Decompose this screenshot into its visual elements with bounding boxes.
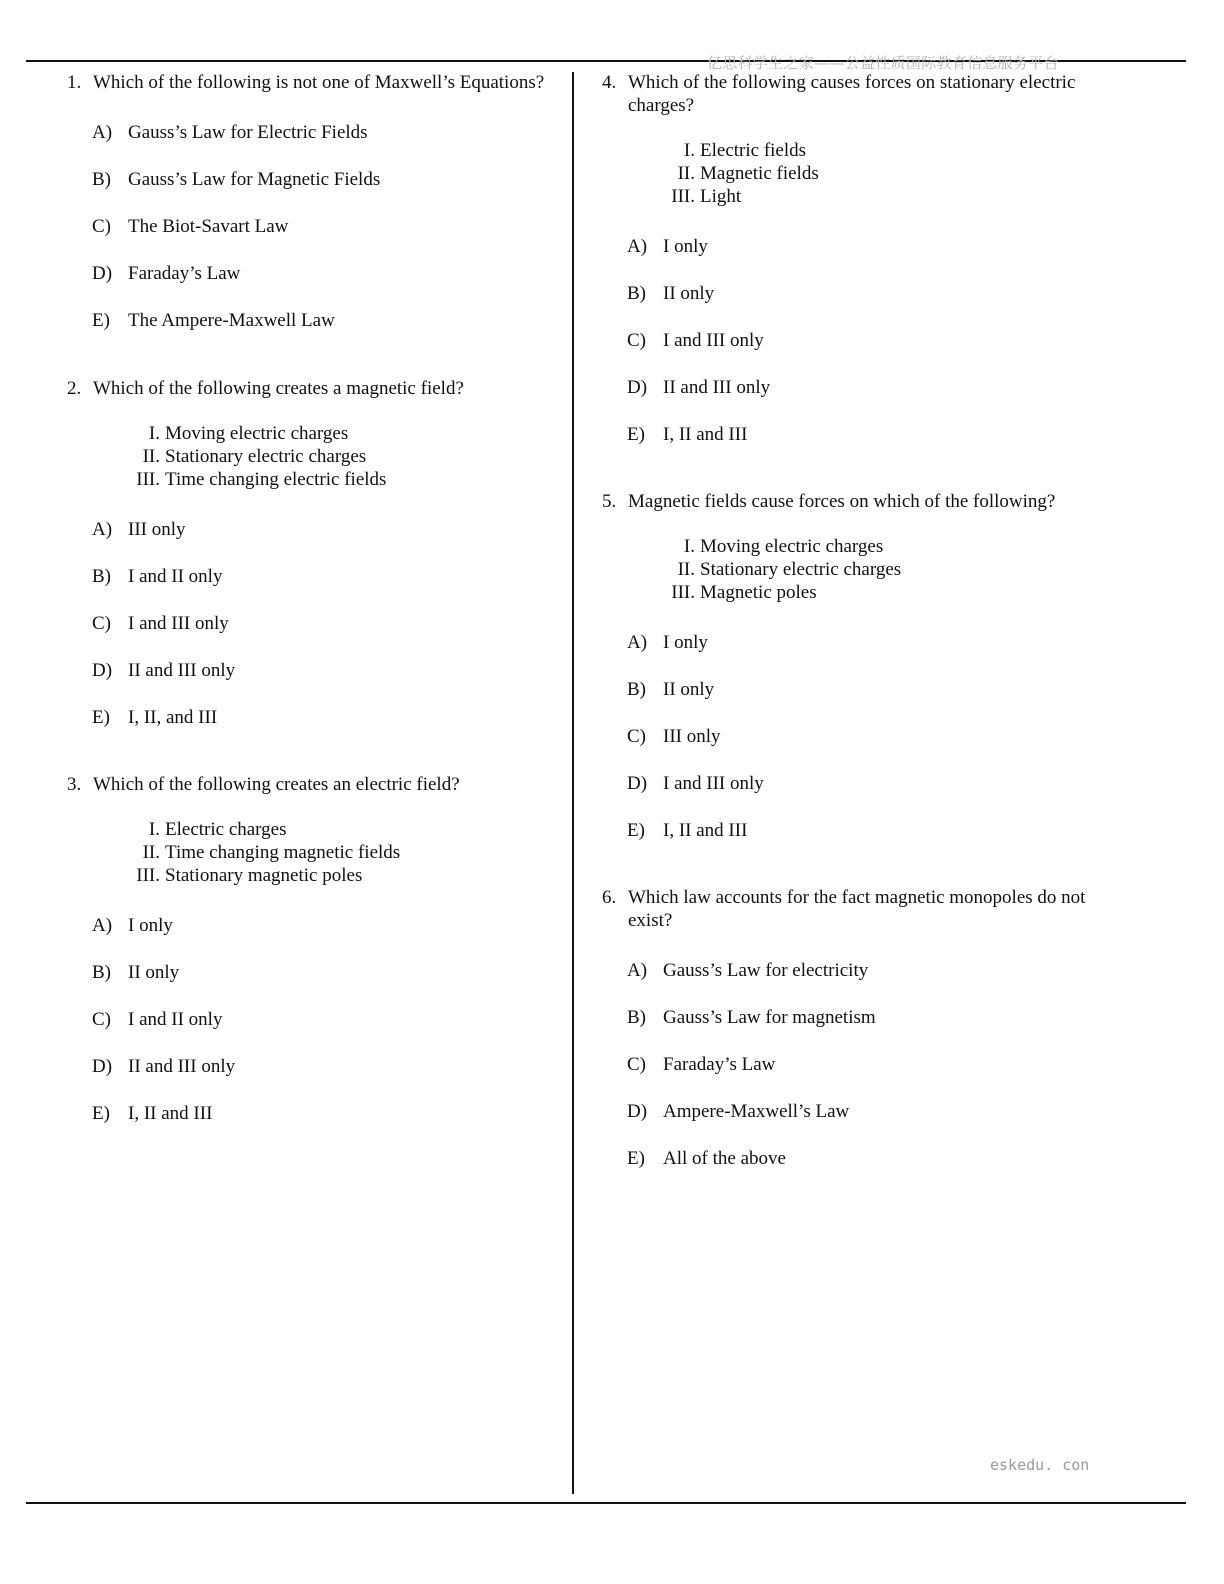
answer-option-a <box>92 914 562 937</box>
option-text: III only <box>128 519 186 540</box>
answer-option-e <box>92 309 562 332</box>
question-number: 1. <box>67 72 82 93</box>
option-text: II only <box>663 283 715 304</box>
statement-text: Moving electric charges <box>165 423 349 444</box>
answer-option-d <box>627 1100 1092 1123</box>
statement-number: III. <box>136 865 160 886</box>
option-text: I only <box>128 915 173 936</box>
answer-option-c <box>627 329 1092 352</box>
answer-options <box>627 235 1092 446</box>
option-text: I only <box>663 236 708 257</box>
answer-option-c <box>92 612 562 635</box>
answer-option-a <box>92 121 562 144</box>
answer-option-b <box>92 565 562 588</box>
answer-options <box>92 518 562 729</box>
option-text: I and III only <box>663 773 764 794</box>
option-letter: E) <box>92 310 110 331</box>
question-number: 2. <box>67 378 82 399</box>
option-letter: E) <box>92 707 110 728</box>
option-text: III only <box>663 726 721 747</box>
question-stem <box>602 886 1092 932</box>
question-6 <box>602 886 1092 1194</box>
question-text: Which of the following creates an electric field? <box>93 774 460 795</box>
answer-option-c <box>627 725 1092 748</box>
statement-item <box>667 535 1092 558</box>
question-number: 3. <box>67 774 82 795</box>
answer-options <box>627 959 1092 1170</box>
option-letter: C) <box>92 1009 111 1030</box>
answer-option-a <box>627 631 1092 654</box>
question-number: 6. <box>602 887 617 908</box>
option-text: Ampere-Maxwell’s Law <box>663 1101 850 1122</box>
statement-number: II. <box>677 559 695 580</box>
option-text: Faraday’s Law <box>128 263 241 284</box>
statement-list <box>667 535 1092 604</box>
option-text: Gauss’s Law for magnetism <box>663 1007 876 1028</box>
answer-option-e <box>92 1102 562 1125</box>
option-text: I, II, and III <box>128 707 218 728</box>
option-text: I and III only <box>663 330 764 351</box>
answer-option-d <box>92 1055 562 1078</box>
statement-number: I. <box>148 423 160 444</box>
option-letter: C) <box>92 216 111 237</box>
statement-item <box>667 185 1092 208</box>
answer-option-b <box>92 961 562 984</box>
statement-item <box>132 445 562 468</box>
option-letter: B) <box>92 566 111 587</box>
statement-list <box>132 818 562 887</box>
option-text: Gauss’s Law for Magnetic Fields <box>128 169 381 190</box>
option-letter: B) <box>92 962 111 983</box>
answer-options <box>92 121 562 332</box>
statement-item <box>667 581 1092 604</box>
answer-option-a <box>627 235 1092 258</box>
statement-text: Light <box>700 186 742 207</box>
option-letter: B) <box>627 1007 646 1028</box>
option-letter: E) <box>627 1148 645 1169</box>
option-text: I, II and III <box>663 424 748 445</box>
statement-item <box>132 468 562 491</box>
option-text: I and III only <box>128 613 229 634</box>
answer-option-c <box>92 1008 562 1031</box>
option-text: Faraday’s Law <box>663 1054 776 1075</box>
option-letter: D) <box>627 377 648 398</box>
option-letter: A) <box>627 632 648 653</box>
statement-item <box>132 422 562 445</box>
statement-item <box>132 818 562 841</box>
statement-item <box>132 864 562 887</box>
answer-option-c <box>627 1053 1092 1076</box>
question-text: Which of the following creates a magnetic field? <box>93 378 464 399</box>
footer-watermark: eskedu. con <box>990 1456 1090 1474</box>
statement-text: Time changing magnetic fields <box>165 842 401 863</box>
statement-text: Magnetic poles <box>700 582 817 603</box>
answer-option-d <box>627 772 1092 795</box>
statement-number: III. <box>671 186 695 207</box>
option-text: I and II only <box>128 1009 223 1030</box>
option-letter: E) <box>627 424 645 445</box>
column-divider <box>572 72 574 1494</box>
question-stem <box>67 377 562 400</box>
statement-text: Stationary electric charges <box>700 559 902 580</box>
option-letter: E) <box>627 820 645 841</box>
question-stem <box>602 490 1092 513</box>
option-letter: B) <box>627 679 646 700</box>
question-stem <box>67 71 562 94</box>
answer-option-d <box>92 262 562 285</box>
question-5 <box>602 490 1092 866</box>
statement-item <box>132 841 562 864</box>
statement-text: Stationary electric charges <box>165 446 367 467</box>
answer-option-d <box>92 659 562 682</box>
header-watermark: 亿思科学生之家——公益性质国际教育信息服务平台 <box>707 54 1059 72</box>
option-text: Gauss’s Law for electricity <box>663 960 869 981</box>
option-text: I, II and III <box>128 1103 213 1124</box>
question-2 <box>67 377 562 753</box>
option-letter: C) <box>627 1054 646 1075</box>
question-stem <box>67 773 562 796</box>
option-text: II only <box>128 962 180 983</box>
option-text: II only <box>663 679 715 700</box>
statement-text: Moving electric charges <box>700 536 884 557</box>
statement-item <box>667 162 1092 185</box>
statement-text: Electric charges <box>165 819 287 840</box>
statement-text: Stationary magnetic poles <box>165 865 363 886</box>
option-letter: D) <box>92 1056 113 1077</box>
answer-option-b <box>627 1006 1092 1029</box>
option-letter: A) <box>92 915 113 936</box>
option-text: The Ampere-Maxwell Law <box>128 310 335 331</box>
question-number: 4. <box>602 72 617 93</box>
option-text: I only <box>663 632 708 653</box>
answer-options <box>92 914 562 1125</box>
option-letter: A) <box>627 960 648 981</box>
option-text: II and III only <box>128 1056 236 1077</box>
option-letter: D) <box>627 773 648 794</box>
answer-option-b <box>92 168 562 191</box>
question-stem <box>602 71 1092 117</box>
answer-options <box>627 631 1092 842</box>
answer-option-e <box>627 819 1092 842</box>
statement-number: I. <box>683 536 695 557</box>
question-number: 5. <box>602 491 617 512</box>
statement-number: II. <box>677 163 695 184</box>
option-letter: A) <box>92 122 113 143</box>
option-letter: C) <box>627 726 646 747</box>
answer-option-d <box>627 376 1092 399</box>
bottom-rule <box>26 1502 1186 1504</box>
question-text: Which of the following is not one of Maxwell’s Equations? <box>93 72 545 93</box>
statement-item <box>667 558 1092 581</box>
answer-option-b <box>627 282 1092 305</box>
statement-number: I. <box>148 819 160 840</box>
answer-option-b <box>627 678 1092 701</box>
answer-option-a <box>92 518 562 541</box>
option-letter: D) <box>92 660 113 681</box>
answer-option-c <box>92 215 562 238</box>
option-text: The Biot-Savart Law <box>128 216 289 237</box>
statement-text: Magnetic fields <box>700 163 819 184</box>
answer-option-e <box>92 706 562 729</box>
statement-number: II. <box>142 842 160 863</box>
option-text: II and III only <box>663 377 771 398</box>
statement-number: III. <box>136 469 160 490</box>
option-text: II and III only <box>128 660 236 681</box>
option-letter: D) <box>92 263 113 284</box>
statement-number: III. <box>671 582 695 603</box>
option-text: Gauss’s Law for Electric Fields <box>128 122 368 143</box>
option-letter: A) <box>627 236 648 257</box>
statement-text: Electric fields <box>700 140 807 161</box>
question-3 <box>67 773 562 1149</box>
question-1 <box>67 71 562 356</box>
option-text: All of the above <box>663 1148 786 1169</box>
statement-number: I. <box>683 140 695 161</box>
statement-list <box>132 422 562 491</box>
answer-option-e <box>627 1147 1092 1170</box>
question-4 <box>602 71 1092 470</box>
option-letter: D) <box>627 1101 648 1122</box>
statement-text: Time changing electric fields <box>165 469 387 490</box>
statement-list <box>667 139 1092 208</box>
question-text: Magnetic fields cause forces on which of the following? <box>628 491 1056 512</box>
option-letter: A) <box>92 519 113 540</box>
answer-option-e <box>627 423 1092 446</box>
statement-item <box>667 139 1092 162</box>
option-text: I and II only <box>128 566 223 587</box>
option-letter: E) <box>92 1103 110 1124</box>
option-letter: B) <box>627 283 646 304</box>
option-letter: C) <box>92 613 111 634</box>
question-text: Which law accounts for the fact magnetic monopoles do not exist? <box>628 887 1086 931</box>
answer-option-a <box>627 959 1092 982</box>
option-text: I, II and III <box>663 820 748 841</box>
question-text: Which of the following causes forces on stationary electric charges? <box>628 72 1076 116</box>
statement-number: II. <box>142 446 160 467</box>
option-letter: B) <box>92 169 111 190</box>
option-letter: C) <box>627 330 646 351</box>
